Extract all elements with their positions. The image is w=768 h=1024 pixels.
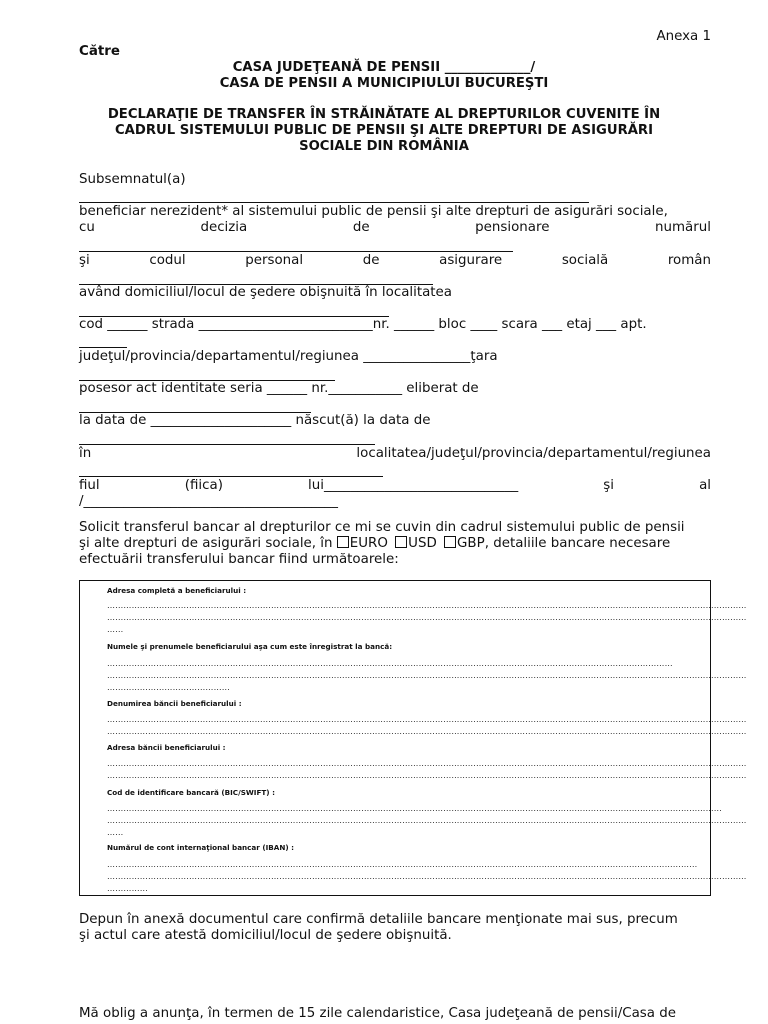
euro-checkbox[interactable] [337, 536, 349, 548]
bic-field-3[interactable]: …… [107, 828, 124, 837]
bank-address-field-2[interactable]: ……………………………………………………………………………………………………………………………………………………………………………………………………………… [107, 771, 747, 780]
transfer-text-2-post: , detaliile bancare necesare [484, 536, 671, 551]
de-word: de [352, 220, 370, 235]
iban-label: Numărul de cont internaţional bancar (IBAN) : [107, 843, 294, 852]
al-word: al [699, 478, 711, 493]
title-line-1: DECLARAŢIE DE TRANSFER ÎN STRĂINĂTATE AL DREPTURILOR CUVENITE ÎN [107, 107, 661, 122]
beneficiary-name-field-1[interactable]: ……………………………………………………………………………………………………………………………………………………………………………………… [107, 659, 673, 668]
localitatea-text: localitatea/judeţul/provincia/departamentul/regiunea [356, 446, 711, 461]
in-row [79, 446, 711, 461]
mother-blank[interactable]: /______________________________________ [79, 494, 338, 509]
decizia-blank[interactable] [79, 237, 513, 252]
beneficiary-name-field-3[interactable]: ……………………………………… [107, 683, 230, 692]
numarul-word: numărul [655, 220, 711, 235]
transfer-line-1 [79, 520, 711, 535]
beneficiar-text: beneficiar nerezident* al sistemului public de pensii şi alte drepturi de asigurări sociale, [79, 204, 668, 219]
iban-field-3[interactable]: …………… [107, 884, 148, 893]
title-line-2: CADRUL SISTEMULUI PUBLIC DE PENSII ŞI ALTE DREPTURI DE ASIGURĂRI [115, 123, 653, 138]
usd-label: USD [408, 536, 437, 551]
beneficiary-address-field-2[interactable]: ……………………………………………………………………………………………………………………………………………………………………………………………………………… [107, 613, 747, 622]
recipient-label: Către [79, 44, 120, 59]
in-word: în [79, 446, 92, 461]
iban-field-1[interactable]: ……………………………………………………………………………………………………………………………………………………………………………………………… [107, 860, 698, 869]
usd-checkbox[interactable] [395, 536, 407, 548]
tara-blank[interactable] [79, 366, 335, 381]
decizia-word: decizia [200, 220, 248, 235]
euro-label: EURO [349, 536, 388, 551]
nascut-blank[interactable] [79, 430, 375, 445]
fiica-word: (fiica) [184, 478, 223, 493]
roman-word: român [667, 253, 711, 268]
codul-word: codul [149, 253, 186, 268]
bank-details-box [79, 580, 747, 896]
bic-label: Cod de identificare bancară (BIC/SWIFT) : [107, 788, 275, 797]
transfer-line-2 [79, 536, 670, 551]
beneficiary-address-field-1[interactable]: ……………………………………………………………………………………………………………………………………………………………………………………………………………… [107, 601, 747, 610]
annex-paragraph-line-1: Depun în anexă documentul care confirmă detaliile bancare menţionate mai sus, precum [79, 912, 678, 927]
domiciliu-text: având domiciliul/locul de şedere obişnuită în localitatea [79, 285, 453, 300]
subsemnatul-label: Subsemnatul(a) [79, 172, 186, 187]
sociala-word: socială [561, 253, 609, 268]
bic-field-2[interactable]: ……………………………………………………………………………………………………………………………………………………………………………………………………………… [107, 816, 747, 825]
beneficiary-address-label: Adresa completă a beneficiarului : [107, 586, 247, 595]
de-word-2: de [362, 253, 380, 268]
judetul-row: judeţul/provincia/departamentul/regiunea ________________ţara [79, 349, 498, 364]
header-line-1: CASA JUDEŢEANĂ DE PENSII _____________/ [232, 60, 536, 75]
gbp-label: GBP [457, 536, 485, 551]
title-line-3: SOCIALE DIN ROMÂNIA [299, 139, 469, 154]
cu-word: cu [79, 220, 95, 235]
name-blank[interactable] [79, 188, 589, 203]
bank-name-label: Denumirea băncii beneficiarului : [107, 699, 242, 708]
la-data-row: la data de _____________________ născut(ă) la data de [79, 413, 431, 428]
localitate-blank[interactable] [79, 302, 389, 317]
apt-blank[interactable] [79, 333, 127, 348]
parents-row [79, 478, 711, 493]
lui-word: lui_____________________________ [308, 478, 519, 493]
regiunea-blank[interactable] [79, 462, 383, 477]
bank-name-field-1[interactable]: ……………………………………………………………………………………………………………………………………………………………………………………………………………… [107, 715, 747, 724]
transfer-text-1: Solicit transferul bancar al drepturilor ce mi se cuvin din cadrul sistemului public de pensii [79, 520, 685, 535]
address-row: cod ______ strada __________________________nr. ______ bloc ____ scara ___ etaj ___ apt. [79, 317, 647, 332]
cnp-row [79, 253, 711, 268]
header-line-2: CASA DE PENSII A MUNICIPIULUI BUCUREŞTI [219, 76, 549, 91]
bank-name-field-2[interactable]: ……………………………………………………………………………………………………………………………………………………………………………………………………………… [107, 727, 747, 736]
beneficiary-name-label: Numele şi prenumele beneficiarului aşa cum este înregistrat la bancă: [107, 642, 393, 651]
fiul-word: fiul [79, 478, 100, 493]
gbp-checkbox[interactable] [444, 536, 456, 548]
bank-address-label: Adresa băncii beneficiarului : [107, 743, 226, 752]
bank-address-field-1[interactable]: ……………………………………………………………………………………………………………………………………………………………………………………………………………… [107, 759, 747, 768]
annex-paragraph-line-2: şi actul care atestă domiciliul/locul de şedere obişnuită. [79, 928, 452, 943]
posesor-row: posesor act identitate seria ______ nr.___________ eliberat de [79, 381, 479, 396]
beneficiary-address-field-3[interactable]: …… [107, 625, 124, 634]
transfer-line-3: efectuării transferului bancar fiind următoarele: [79, 552, 399, 567]
cnp-blank[interactable] [79, 270, 433, 285]
bic-field-1[interactable]: ……………………………………………………………………………………………………………………………………………………………………………………………………… [107, 804, 722, 813]
si-word-2: şi [603, 478, 614, 493]
obligation-paragraph-line-1: Mă oblig a anunţa, în termen de 15 zile calendaristice, Casa judeţeană de pensii/Casa de [79, 1006, 676, 1021]
pensionare-word: pensionare [475, 220, 550, 235]
decizia-row [79, 220, 711, 235]
annex-label: Anexa 1 [656, 29, 711, 44]
transfer-text-2-pre: şi alte drepturi de asigurări sociale, în [79, 536, 333, 551]
si-word: şi [79, 253, 90, 268]
beneficiary-name-field-2[interactable]: ……………………………………………………………………………………………………………………………………………………………………………………………………………… [107, 671, 747, 680]
asigurare-word: asigurare [439, 253, 503, 268]
eliberat-blank[interactable] [79, 398, 311, 413]
personal-word: personal [245, 253, 304, 268]
iban-field-2[interactable]: ……………………………………………………………………………………………………………………………………………………………………………………………………………… [107, 872, 747, 881]
